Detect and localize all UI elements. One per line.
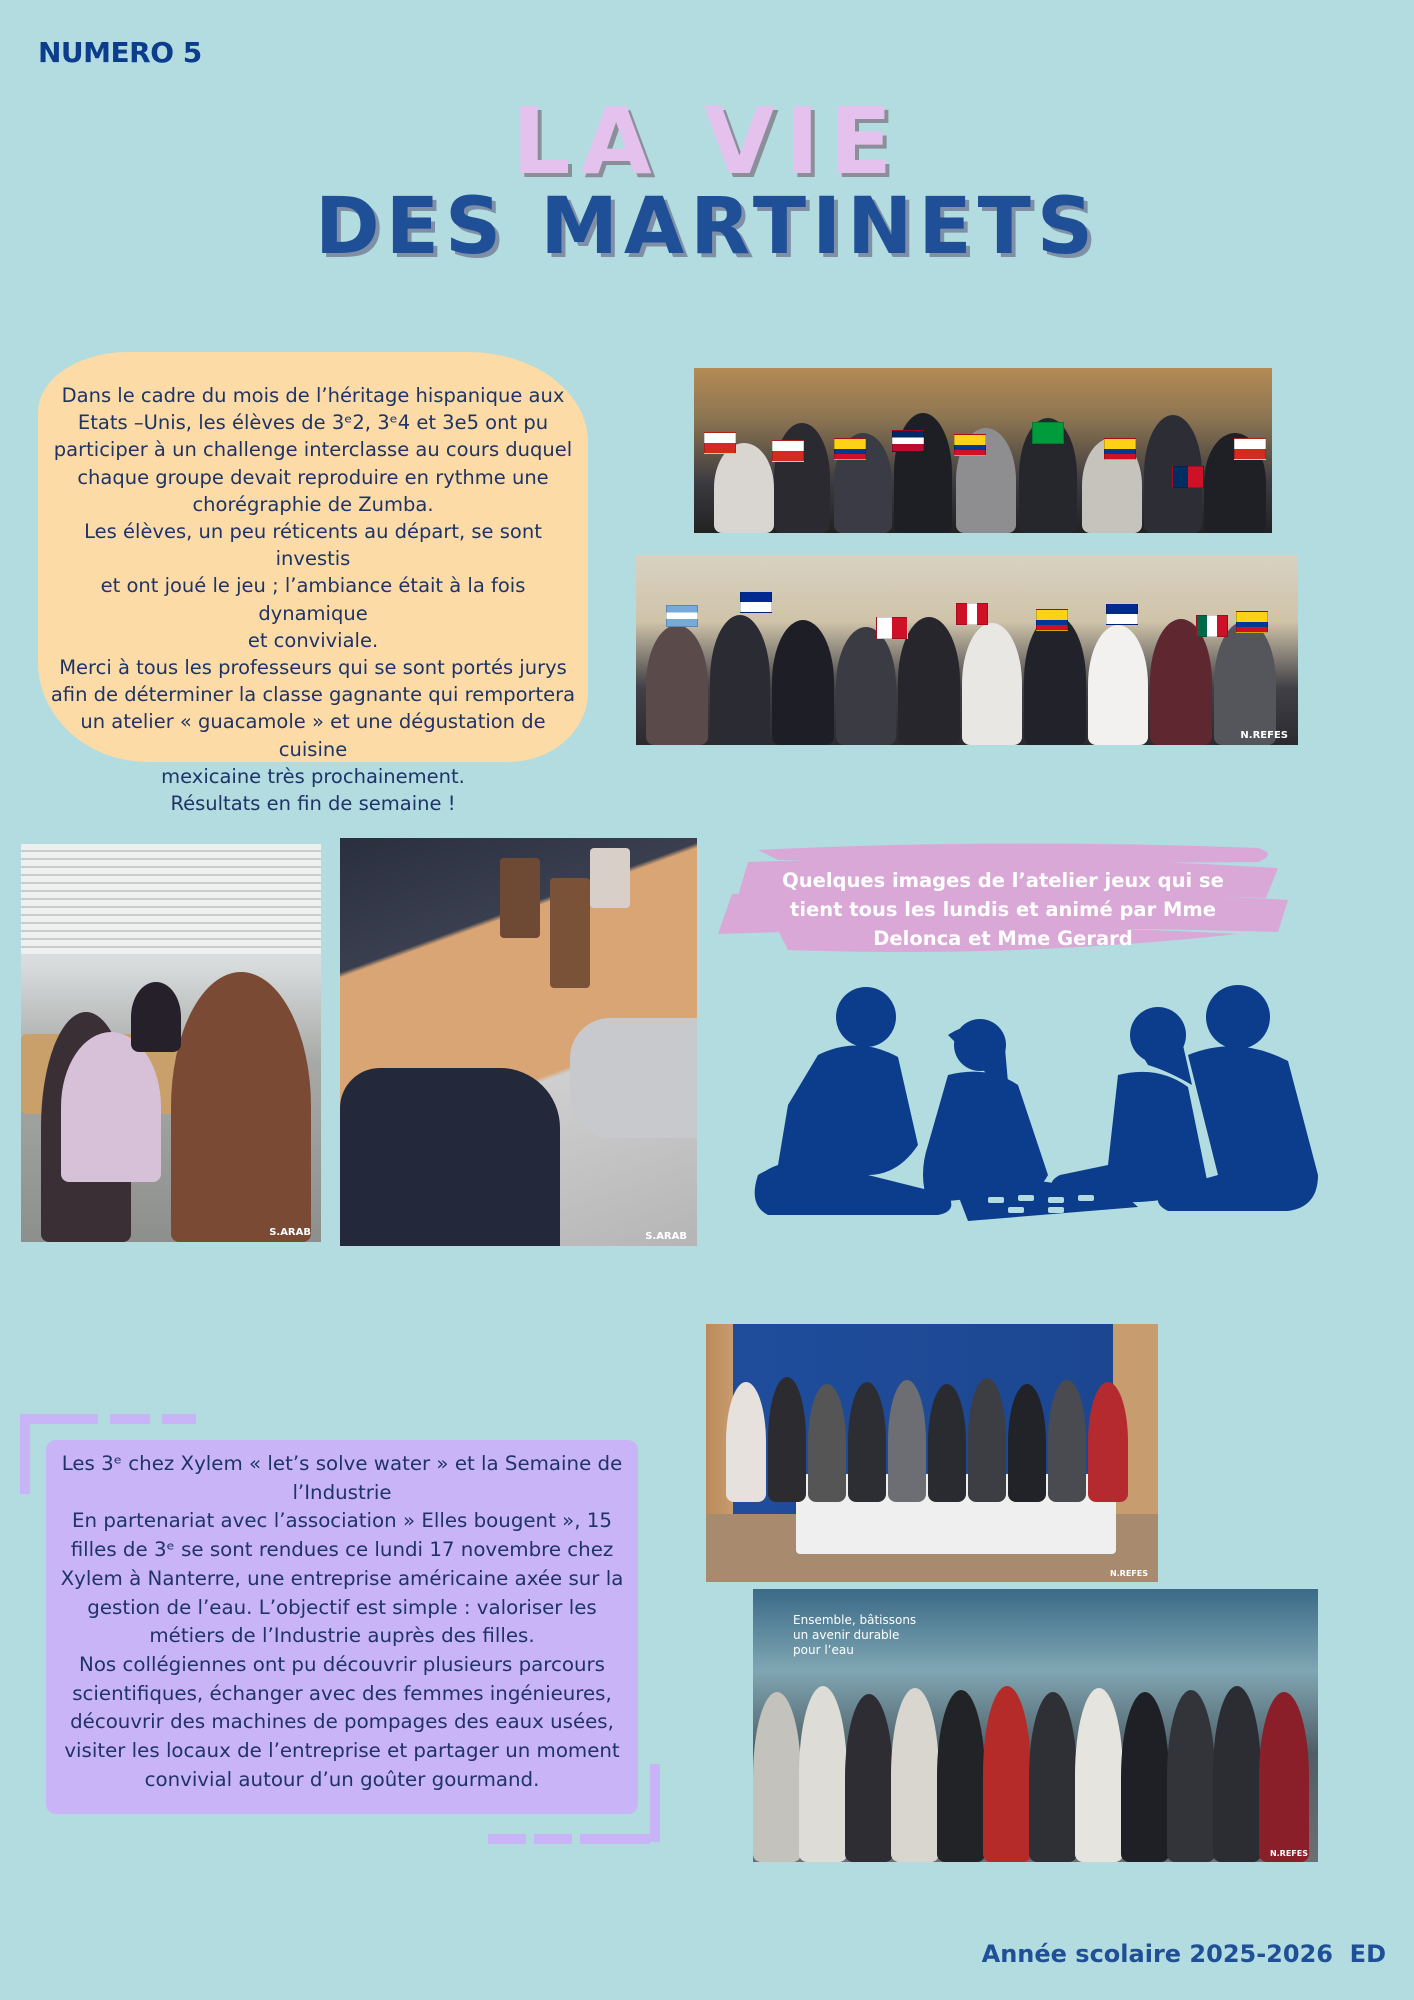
article2-line: scientifiques, échanger avec des femmes ingénieures, (72, 1681, 612, 1705)
photo-credit: N.REFES (1240, 730, 1288, 741)
footer-school-year: Année scolaire 2025-2026 ED (981, 1940, 1386, 1968)
zumba-photo-1 (694, 368, 1272, 533)
zumba-photo-2 (636, 555, 1298, 745)
article1-line: mexicaine très prochainement. (161, 764, 465, 788)
photo-credit: N.REFES (1109, 1569, 1148, 1578)
photo-credit: S.ARAB (269, 1227, 311, 1238)
article2-line: En partenariat avec l’association » Elles bougent », 15 (72, 1509, 612, 1533)
games-caption-line: tient tous les lundis et animé par Mme (790, 898, 1216, 921)
games-caption (758, 866, 1248, 953)
article1-line: Etats –Unis, les élèves de 3ᵉ2, 3ᵉ4 et 3e5 ont pu (77, 411, 549, 435)
photo-credit: N.REFES (1269, 1849, 1308, 1858)
xylem-banner-line: Ensemble, bâtissons (793, 1613, 917, 1627)
games-caption-line: Delonca et Mme Gerard (873, 927, 1133, 950)
article1-line: et conviviale. (247, 628, 379, 652)
article2-line: Xylem à Nanterre, une entreprise américaine axée sur la (60, 1566, 624, 1590)
article1-line: Dans le cadre du mois de l’héritage hispanique aux (61, 384, 565, 407)
kids-playing-silhouette (748, 975, 1328, 1235)
xylem-photo-1 (706, 1324, 1158, 1582)
issue-number: NUMERO 5 (38, 36, 202, 69)
xylem-photo-2 (753, 1589, 1318, 1862)
games-caption-line: Quelques images de l’atelier jeux qui se (782, 869, 1224, 892)
article1-line: un atelier « guacamole » et une dégustation de cuisine (80, 710, 546, 761)
article2-line: Nos collégiennes ont pu découvrir plusieurs parcours (79, 1652, 605, 1676)
article1-line: participer à un challenge interclasse au cours duquel (53, 438, 573, 462)
article2-line: découvrir des machines de pompages des eaux usées, (70, 1710, 614, 1734)
article1-line: chorégraphie de Zumba. (192, 492, 434, 516)
article2-line: l’Industrie (292, 1480, 392, 1504)
article1-line: chaque groupe devait reproduire en rythme une (77, 465, 549, 489)
article2-text (46, 1450, 638, 1794)
article2-line: Les 3ᵉ chez Xylem « let’s solve water » et la Semaine de (61, 1452, 623, 1475)
games-photo-2 (340, 838, 697, 1246)
article2-line: visiter les locaux de l’entreprise et partager un moment (64, 1739, 620, 1763)
photo-credit: S.ARAB (645, 1231, 687, 1242)
article1-line: et ont joué le jeu ; l’ambiance était à la fois dynamique (100, 574, 526, 625)
article1-line: Les élèves, un peu réticents au départ, se sont investis (84, 520, 542, 571)
article1-line: Merci à tous les professeurs qui se sont portés jurys (59, 656, 567, 680)
article2-line: filles de 3ᵉ se sont rendues ce lundi 17 novembre chez (70, 1538, 614, 1562)
article2-line: métiers de l’Industrie auprès des filles. (149, 1624, 535, 1648)
title-line-1: LA VIE (511, 88, 903, 195)
article2-line: gestion de l’eau. L’objectif est simple : valoriser les (87, 1595, 597, 1619)
games-photo-1 (21, 844, 321, 1242)
xylem-banner-line: pour l’eau (793, 1643, 854, 1657)
xylem-banner-line: un avenir durable (793, 1628, 900, 1642)
article1-line: afin de déterminer la classe gagnante qui remportera (50, 683, 576, 707)
article1-text (44, 382, 582, 817)
article2-line: convivial autour d’un goûter gourmand. (144, 1767, 540, 1791)
article1-line: Résultats en fin de semaine ! (170, 792, 456, 816)
title-line-2: DES MARTINETS (314, 182, 1100, 272)
